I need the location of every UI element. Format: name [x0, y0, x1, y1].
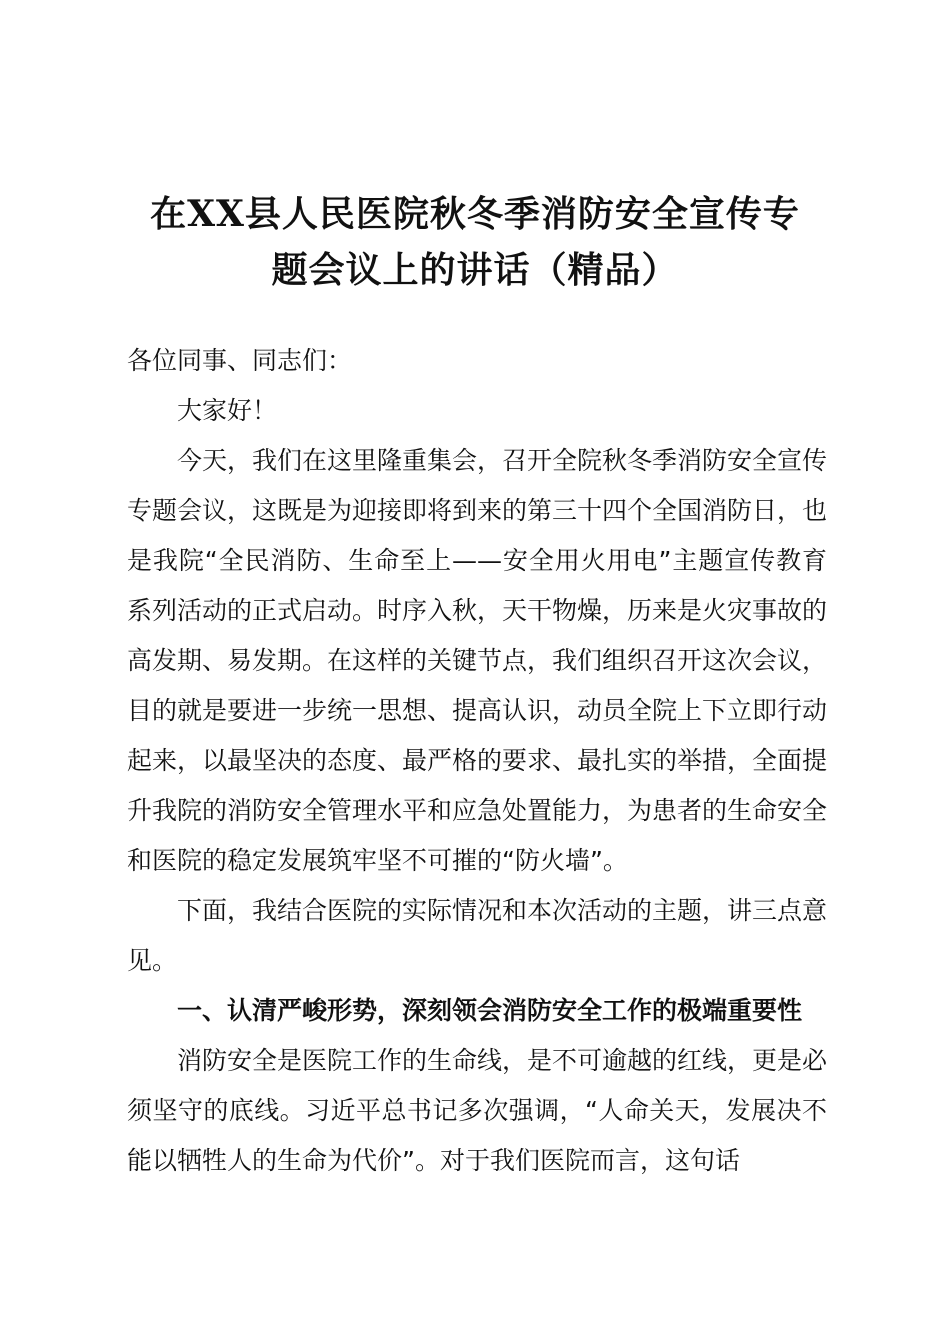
speech-body	[127, 336, 827, 1186]
section-1-paragraph: 消防安全是医院工作的生命线，是不可逾越的红线，更是必须坚守的底线。习近平总书记多次强调，“人命关天，发展决不能以牺牲人的生命为代价”。对于我们医院而言，这句话	[127, 1046, 828, 1175]
section-1-heading: 一、认清严峻形势，深刻领会消防安全工作的极端重要性	[177, 996, 803, 1025]
greeting: 大家好！	[177, 396, 278, 425]
salutation: 各位同事、同志们：	[127, 346, 353, 375]
overview-paragraph: 下面，我结合医院的实际情况和本次活动的主题，讲三点意见。	[127, 896, 828, 975]
document-title	[100, 186, 850, 298]
intro-paragraph: 今天，我们在这里隆重集会，召开全院秋冬季消防安全宣传专题会议，这既是为迎接即将到来的第三十四个全国消防日，也是我院“全民消防、生命至上——安全用火用电”主题宣传教育系列活动的正式启动。时序入秋，天干物燥，历来是火灾事故的高发期、易发期。在这样的关键节点，我们组织召开这次会议，目的就是要进一步统一思想、提高认识，动员全院上下立即行动起来，以最坚决的态度、最严格的要求、最扎实的举措，全面提升我院的消防安全管理水平和应急处置能力，为患者的生命安全和医院的稳定发展筑牢坚不可摧的“防火墙”。	[127, 446, 828, 875]
title-line-1: 在XX县人民医院秋冬季消防安全宣传专	[150, 193, 800, 235]
title-line-2: 题会议上的讲话（精品）	[271, 249, 679, 291]
